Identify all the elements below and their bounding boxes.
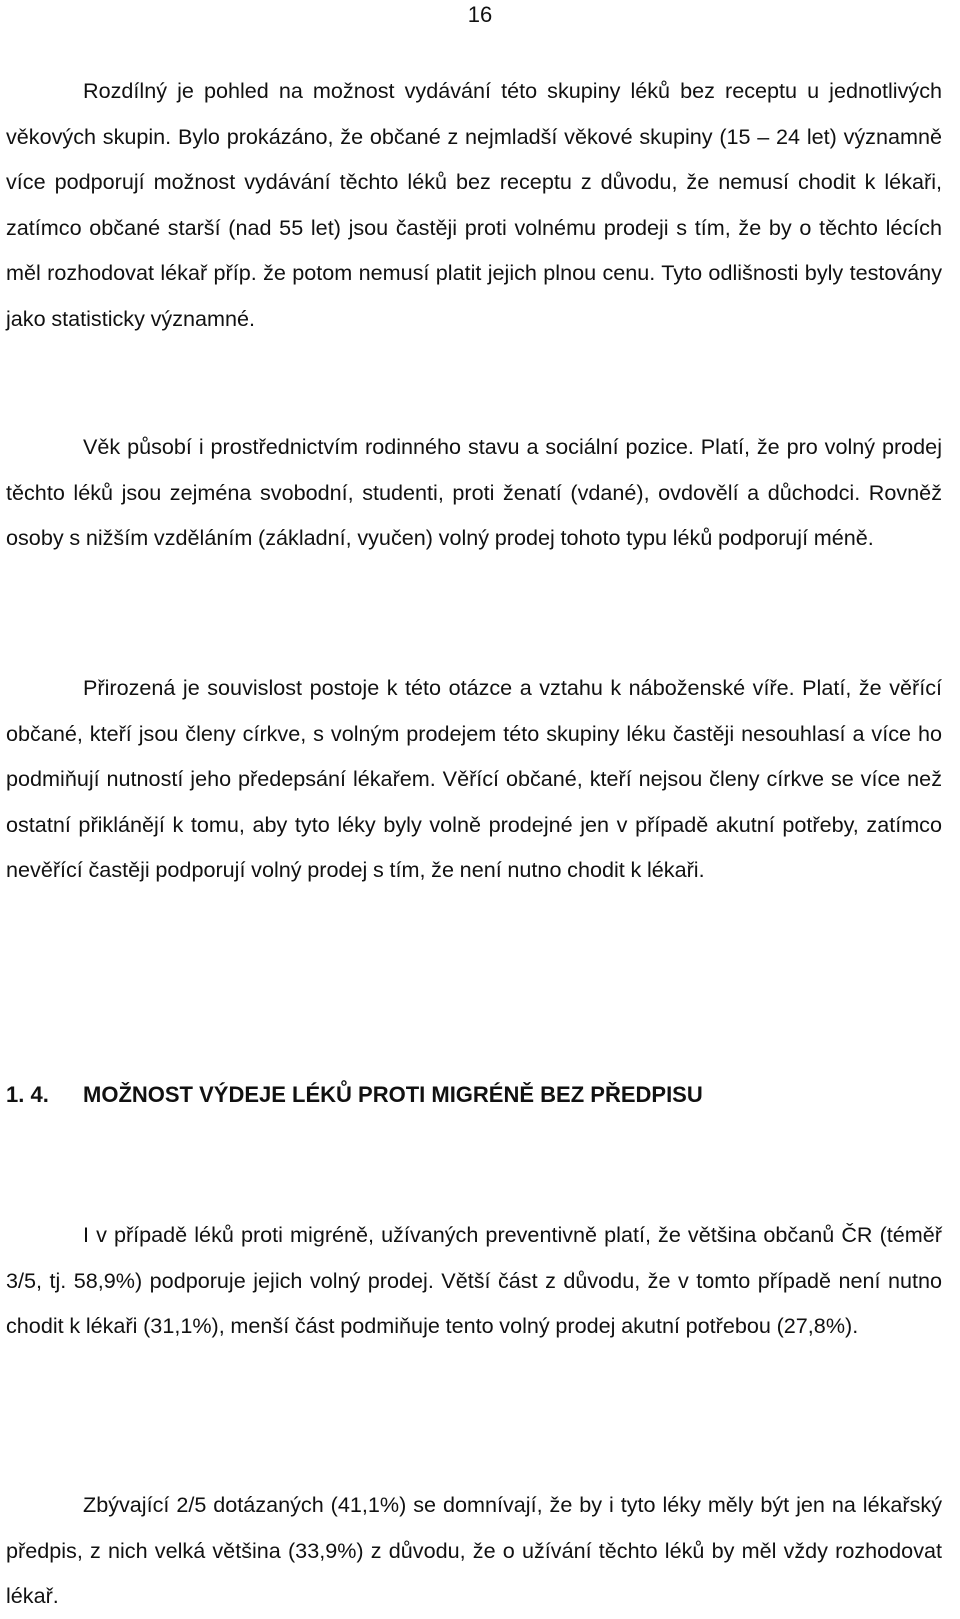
paragraph-migraine-support: I v případě léků proti migréně, užívaných preventivně platí, že většina občanů ČR (téměř 3/5, tj. 58,9%) podporuje jejich volný prodej. Větší část z důvodu, že v tomto případě není nutno chodit k lékaři (31,1%), menší část podmiňuje tento volný prodej akutní potřebou (27,8%).	[6, 1222, 942, 1339]
paragraph-religion: Přirozená je souvislost postoje k této otázce a vztahu k náboženské víře. Platí, že věřící občané, kteří jsou členy církve, s volným prodejem této skupiny léku častěji nesouhlasí a více ho podmiňují nutností jeho předepsání lékařem. Věřící občané, kteří nejsou členy církve se více než ostatní přiklánějí k tomu, aby tyto léky byly volně prodejné jen v případě akutní potřeby, zatímco nevěřící častěji podporují volný prodej s tím, že není nutno chodit k lékaři.	[6, 675, 942, 883]
paragraph-marital-status: Věk působí i prostřednictvím rodinného stavu a sociální pozice. Platí, že pro volný prodej těchto léků jsou zejména svobodní, studenti, proti ženatí (vdané), ovdovělí a důchodci. Rovněž osoby s nižším vzděláním (základní, vyučen) volný prodej tohoto typu léků podporují méně.	[6, 434, 942, 551]
section-title: MOŽNOST VÝDEJE LÉKŮ PROTI MIGRÉNĚ BEZ PŘEDPISU	[83, 1082, 703, 1107]
section-heading	[6, 1078, 942, 1112]
paragraph-age-groups: Rozdílný je pohled na možnost vydávání této skupiny léků bez receptu u jednotlivých věkových skupin. Bylo prokázáno, že občané z nejmladší věkové skupiny (15 – 24 let) významně více podporují možnost vydávání těchto léků bez receptu z důvodu, že nemusí chodit k lékaři, zatímco občané starší (nad 55 let) jsou častěji proti volnému prodeji s tím, že by o těchto lécích měl rozhodovat lékař příp. že potom nemusí platit jejich plnou cenu. Tyto odlišnosti byly testovány jako statisticky významné.	[6, 78, 942, 331]
section-number: 1. 4.	[6, 1082, 49, 1107]
page-number: 16	[467, 2, 493, 27]
paragraph-migraine-prescription: Zbývající 2/5 dotázaných (41,1%) se domnívají, že by i tyto léky měly být jen na lékařský předpis, z nich velká většina (33,9%) z důvodu, že o užívání těchto léků by měl vždy rozhodovat lékař.	[6, 1492, 942, 1609]
